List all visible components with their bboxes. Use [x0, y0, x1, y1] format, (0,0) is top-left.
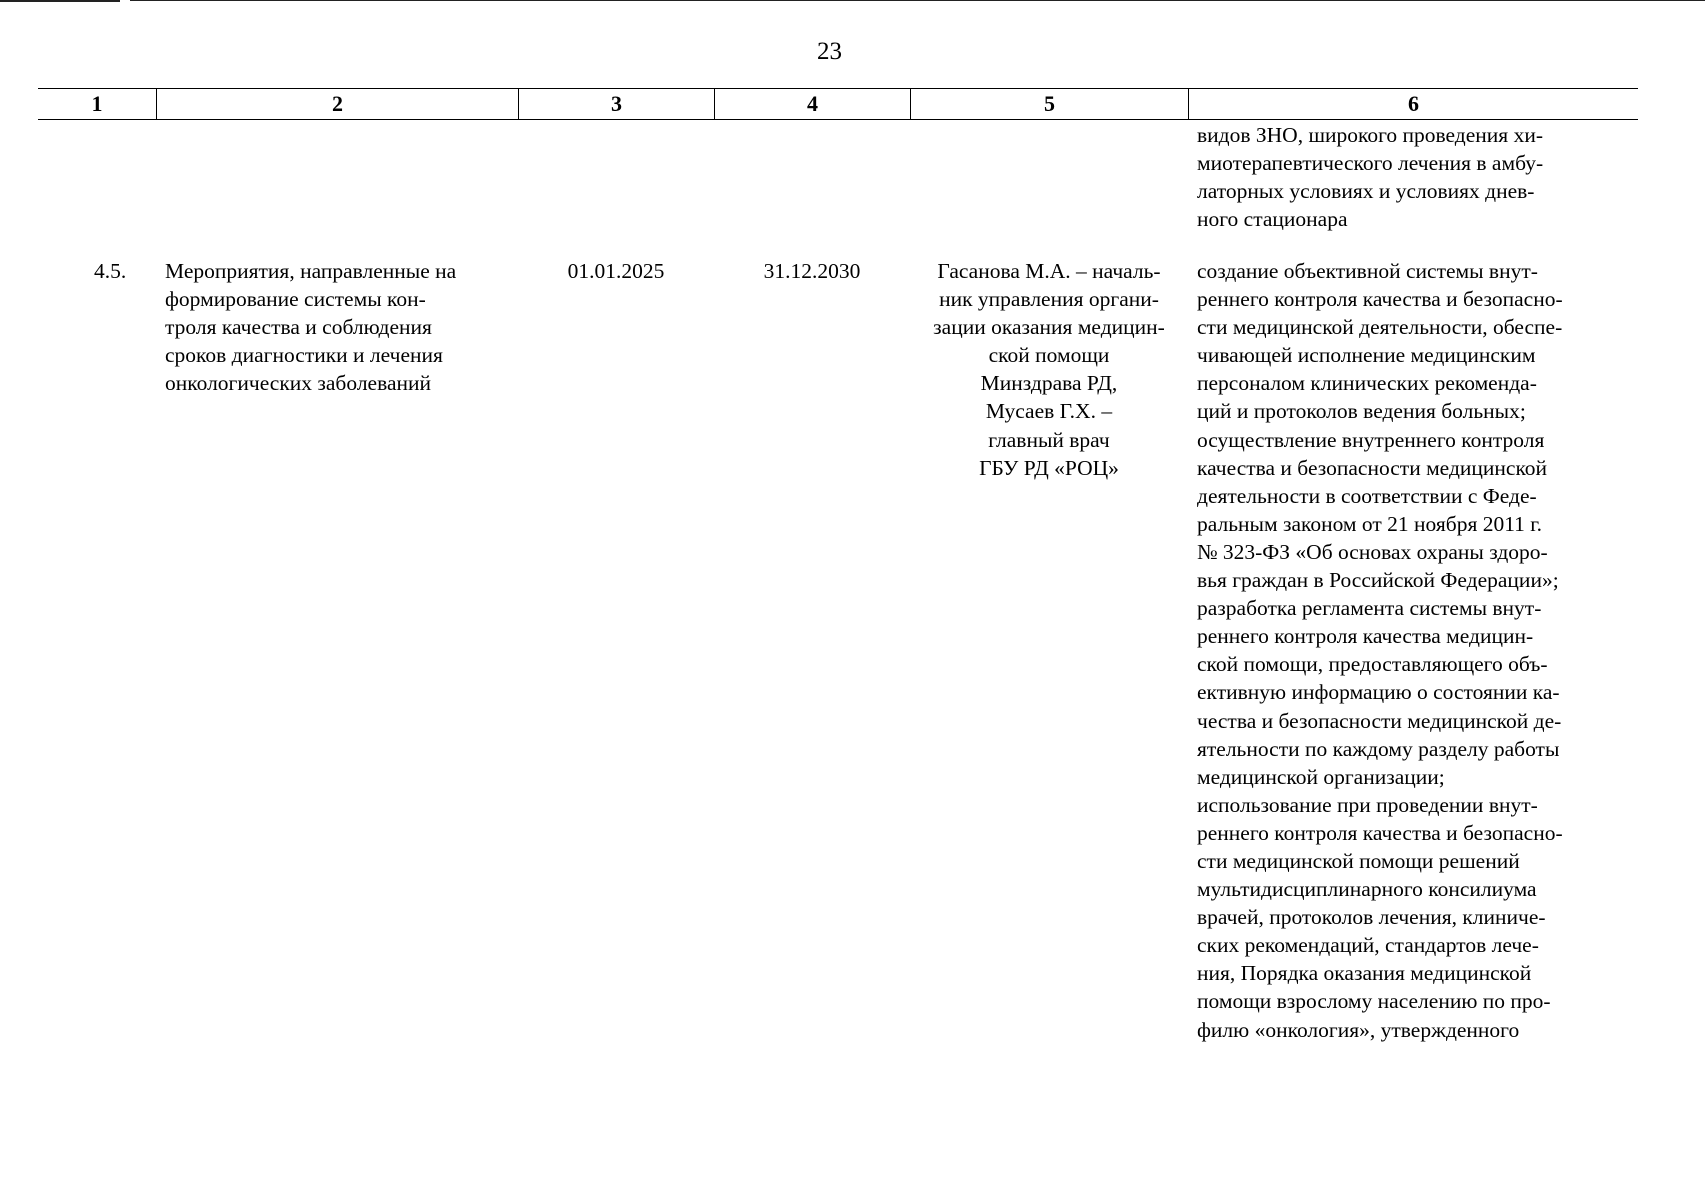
column-header-2: 2 [156, 89, 518, 119]
page-number: 23 [817, 38, 842, 65]
activities-table [38, 88, 1638, 1042]
table-header-row [38, 88, 1638, 120]
row-start-date: 01.01.2025 [567, 259, 665, 283]
row-activity-title: Мероприятия, направленные на формирование системы кон- троля качества и соблюдения сроков диагностики и лечения онкологических заболеваний [165, 259, 457, 396]
column-header-4: 4 [714, 89, 910, 119]
row-expected-result: создание объективной системы внут- реннего контроля качества и безопасно- сти медицинской деятельности, обеспе- чивающей исполнение медицинским персоналом клинических рекоменда- ций и протоколов ведения больных; осуществление внутреннего контроля качества и безопасности медицинской деятельности в соответствии с Феде- ральным законом от 21 ноября 2011 г. № 323-ФЗ «Об основах охраны здоро- вья граждан в Российской Федерации»; разработка регламента системы внут- реннего контроля качества медицин- ской помощи, предоставляющего объ- ективную информацию о состоянии ка- чества и безопасности медицинской де- ятельности по каждому разделу работы медицинской организации; использование при проведении внут- реннего контроля качества и безопасно- сти медицинской помощи решений мультидисциплинарного консилиума врачей, протоколов лечения, клиниче- ских рекомендаций, стандартов лече- ния, Порядка оказания медицинской помощи взрослому населению по про- филю «онкология», утвержденного [1197, 259, 1563, 1042]
scan-edge-top-left [0, 0, 120, 2]
row-responsible: Гасанова М.А. – началь- ник управления органи- зации оказания медицин- ской помощи Минздрава РД, Мусаев Г.Х. – главный врач ГБУ РД «РОЦ» [933, 259, 1165, 480]
continuation-cell-result: видов ЗНО, широкого проведения хи- миотерапевтического лечения в амбу- латорных условиях и условиях днев- ного стационара [1197, 123, 1544, 232]
row-number: 4.5. [94, 259, 127, 283]
column-header-5: 5 [910, 89, 1188, 119]
scan-edge-top-right [130, 0, 1705, 1]
row-end-date: 31.12.2030 [763, 259, 861, 283]
column-header-1: 1 [91, 91, 103, 116]
column-header-6: 6 [1188, 89, 1638, 119]
column-header-3: 3 [518, 89, 714, 119]
